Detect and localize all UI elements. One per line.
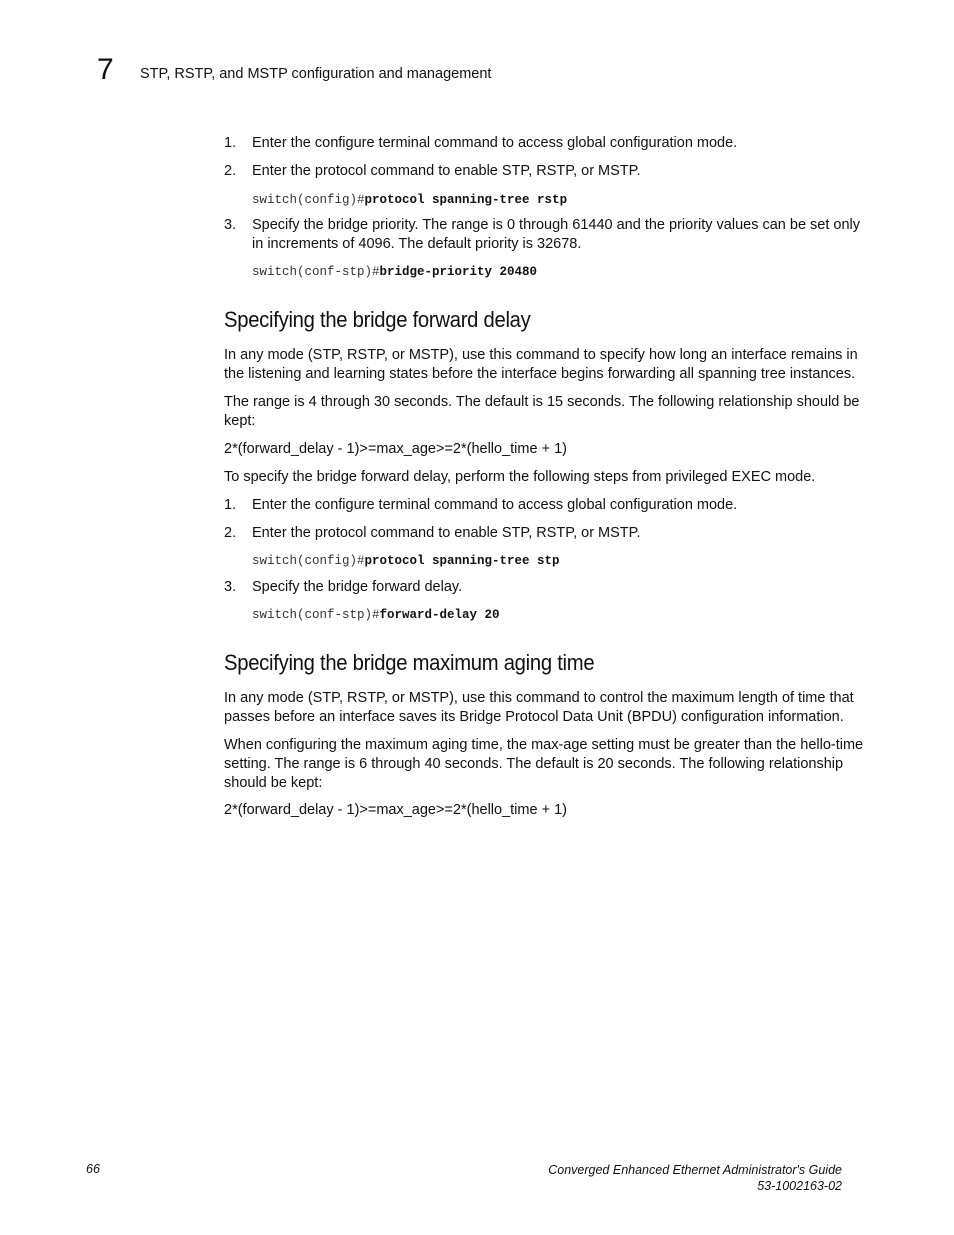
paragraph: When configuring the maximum aging time, the max-age setting must be greater than the hello-time setting. The range is 6 through 40 seconds. The default is 20 seconds. The following relationship should be kept: [224,737,864,791]
doc-title: Converged Enhanced Ethernet Administrator's Guide [548,1163,842,1177]
chapter-number: 7 [97,53,114,86]
paragraph: In any mode (STP, RSTP, or MSTP), use this command to control the maximum length of time that passes before an interface saves its Bridge Protocol Data Unit (BPDU) configuration information. [224,690,854,725]
page-number: 66 [86,1162,100,1176]
paragraph: In any mode (STP, RSTP, or MSTP), use this command to specify how long an interface remains in the listening and learning states before the interface begins forwarding all spanning tree instances. [224,347,858,382]
command-name: protocol [314,163,367,179]
command-name: configure terminal [314,135,431,151]
formula: 2*(forward_delay - 1)>=max_age>=2*(hello_time + 1) [224,441,567,457]
chapter-title: STP, RSTP, and MSTP configuration and management [140,66,492,82]
paragraph: The range is 4 through 30 seconds. The default is 15 seconds. The following relationship should be kept: [224,394,860,429]
code-example: switch(config)#protocol spanning-tree stp [252,554,560,568]
section-heading-forward-delay: Specifying the bridge forward delay [224,307,531,332]
footer-doc-info [548,1162,842,1194]
code-example: switch(conf-stp)#forward-delay 20 [252,608,500,622]
command-name: protocol [314,525,367,541]
code-example: switch(config)#protocol spanning-tree rstp [252,193,568,207]
code-example: switch(conf-stp)#bridge-priority 20480 [252,265,538,279]
section-heading-max-aging: Specifying the bridge maximum aging time [224,650,595,675]
command-name: configure terminal [314,497,431,513]
doc-number: 53-1002163-02 [757,1179,842,1193]
paragraph: To specify the bridge forward delay, perform the following steps from privileged EXEC mode. [224,469,816,485]
formula: 2*(forward_delay - 1)>=max_age>=2*(hello_time + 1) [224,802,567,818]
